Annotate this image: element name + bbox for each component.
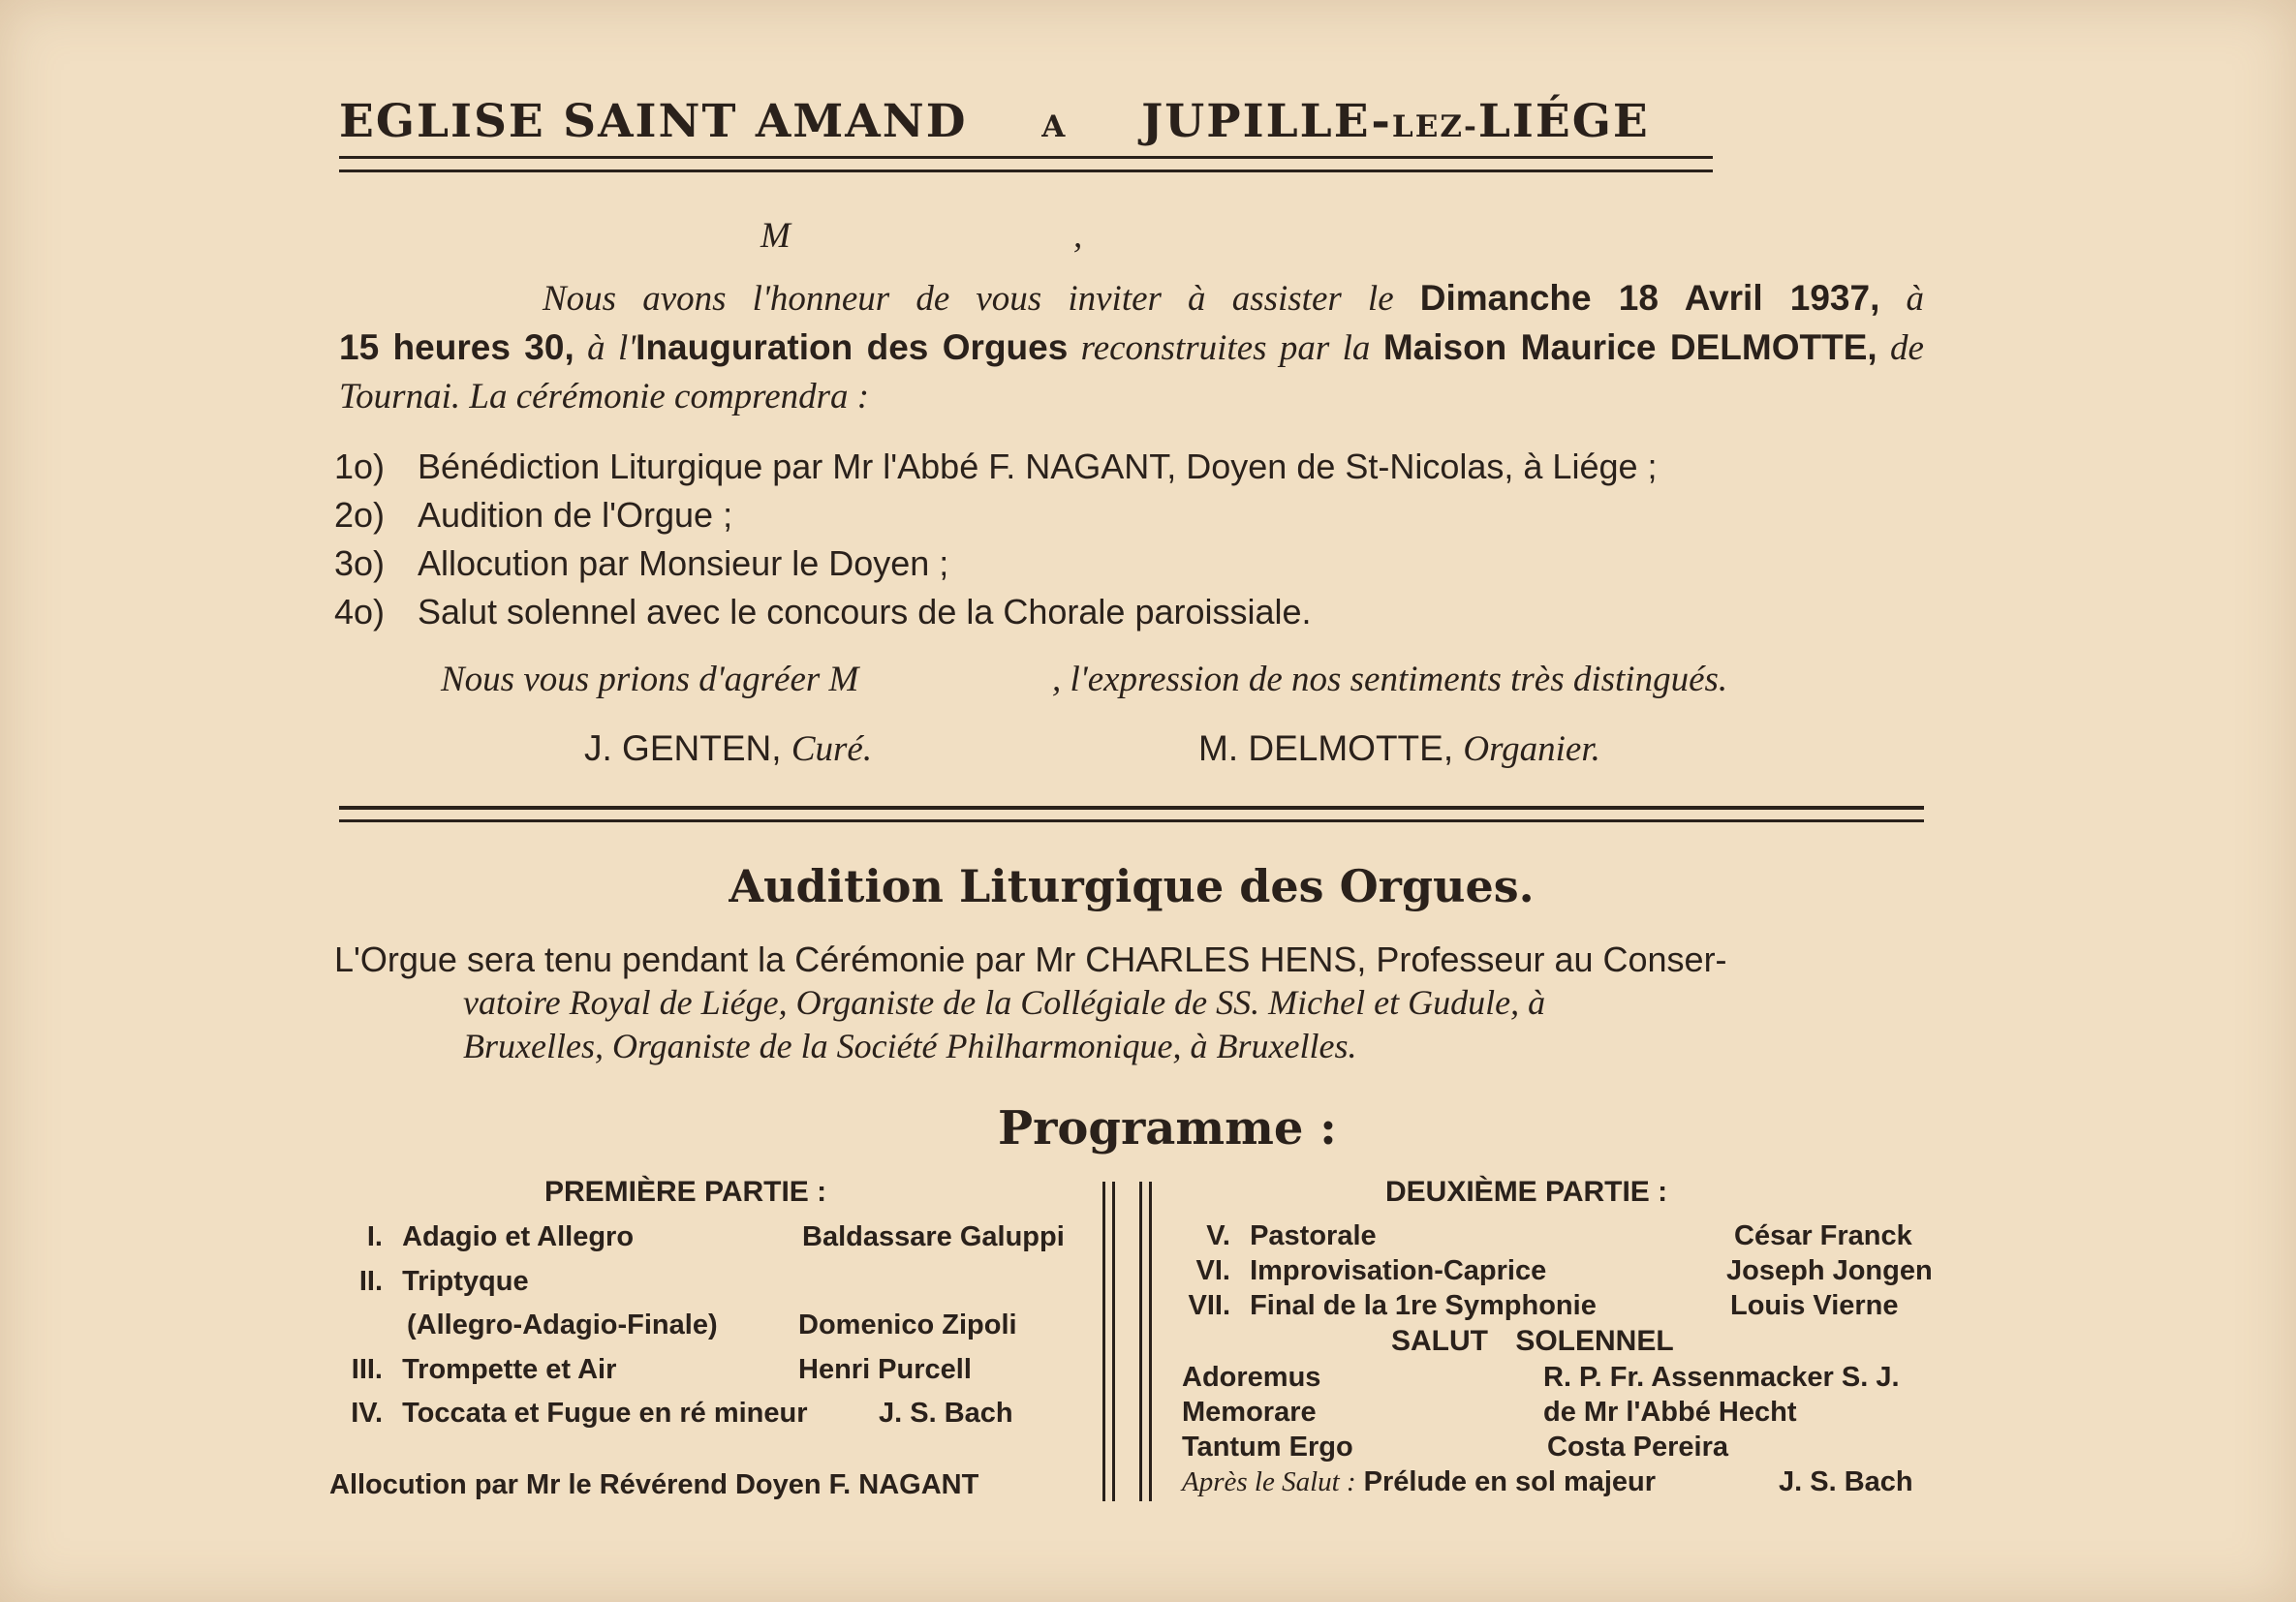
part1-composer: J. S. Bach xyxy=(879,1398,1013,1429)
signature-organier xyxy=(1198,728,1600,770)
allocution-line: Allocution par Mr le Révérend Doyen F. NAGANT xyxy=(329,1469,979,1500)
invite-inauguration: Inauguration des Orgues xyxy=(636,327,1069,367)
column-divider xyxy=(1139,1182,1142,1501)
audition-line-3: Bruxelles, Organiste de la Société Philharmonique, à Bruxelles. xyxy=(463,1027,1357,1065)
part2-item: VII. Final de la 1re Symphonie xyxy=(1188,1290,1597,1321)
ceremony-item: 2o) Audition de l'Orgue ; xyxy=(334,495,733,535)
invite-text-6: Tournai. La cérémonie comprendra : xyxy=(339,377,870,416)
column-divider xyxy=(1102,1182,1105,1501)
ceremony-item: 3o) Allocution par Monsieur le Doyen ; xyxy=(334,543,949,583)
signature-cure-name: J. GENTEN, xyxy=(584,728,782,768)
apres-label: Après le Salut : xyxy=(1182,1466,1356,1497)
salutation-comma: , xyxy=(1073,216,1083,256)
signature-cure xyxy=(584,728,872,770)
part2-item: V. Pastorale xyxy=(1206,1220,1377,1251)
salut-item: Tantum Ergo xyxy=(1182,1432,1353,1463)
part2-composer: Joseph Jongen xyxy=(1726,1255,1933,1286)
header-part2: A xyxy=(1041,109,1068,144)
audition-paragraph xyxy=(334,938,1924,1068)
apres-line xyxy=(1182,1466,1656,1498)
invite-text-3: à l' xyxy=(574,328,636,368)
part1-item: (Allegro-Adagio-Finale) xyxy=(407,1309,718,1340)
closing-right: , l'expression de nos sentiments très distingués. xyxy=(1052,660,1728,699)
section-double-rule xyxy=(339,806,1924,822)
invite-text-1: Nous avons l'honneur de vous inviter à assister le xyxy=(543,279,1420,319)
part1-heading: PREMIÈRE PARTIE : xyxy=(544,1176,827,1208)
invite-time: 15 heures 30, xyxy=(339,327,574,367)
salut-item: Memorare xyxy=(1182,1397,1317,1428)
salut-composer: Costa Pereira xyxy=(1547,1432,1728,1463)
part2-heading: DEUXIÈME PARTIE : xyxy=(1385,1176,1668,1208)
ceremony-item: 1o) Bénédiction Liturgique par Mr l'Abbé F. NAGANT, Doyen de St-Nicolas, à Liége ; xyxy=(334,447,1658,486)
audition-line-1: L'Orgue sera tenu pendant la Cérémonie par Mr CHARLES HENS, Professeur au Conser- xyxy=(334,940,1727,979)
salutation-m: M xyxy=(760,216,791,256)
salut-composer: R. P. Fr. Assenmacker S. J. xyxy=(1543,1362,1900,1393)
invite-text-5: de xyxy=(1877,328,1924,368)
invite-text-2: à xyxy=(1879,279,1924,319)
signature-cure-title: Curé. xyxy=(791,729,873,769)
part1-item: III. Trompette et Air xyxy=(351,1354,617,1385)
programme-title: Programme : xyxy=(998,1101,1337,1155)
header-part1: EGLISE SAINT AMAND xyxy=(339,95,968,148)
part1-item: IV. Toccata et Fugue en ré mineur xyxy=(351,1398,808,1429)
invite-maison: Maison Maurice DELMOTTE, xyxy=(1382,327,1877,367)
column-divider xyxy=(1112,1182,1115,1501)
header-part3: JUPILLE- xyxy=(1141,95,1392,148)
part2-composer: Louis Vierne xyxy=(1730,1290,1899,1321)
column-divider xyxy=(1149,1182,1152,1501)
part2-item: VI. Improvisation-Caprice xyxy=(1195,1255,1547,1286)
church-header xyxy=(339,95,1715,148)
header-part5: LIÉGE xyxy=(1477,95,1650,148)
salut-heading: SALUT SOLENNEL xyxy=(1391,1325,1674,1357)
ceremony-item: 4o) Salut solennel avec le concours de la Chorale paroissiale. xyxy=(334,592,1312,632)
invitation-paragraph xyxy=(339,274,1924,421)
part1-composer: Domenico Zipoli xyxy=(798,1309,1017,1340)
part1-item: II. Triptyque xyxy=(358,1266,529,1297)
invite-date: Dimanche 18 Avril 1937, xyxy=(1419,278,1880,318)
part1-composer: Baldassare Galuppi xyxy=(802,1221,1065,1252)
signature-organier-title: Organier. xyxy=(1463,729,1600,769)
ceremony-list xyxy=(334,443,1658,636)
audition-title: Audition Liturgique des Orgues. xyxy=(729,860,1535,912)
header-part4: LEZ- xyxy=(1391,109,1478,144)
header-double-rule xyxy=(339,156,1713,172)
part1-composer: Henri Purcell xyxy=(798,1354,972,1385)
invite-text-4: reconstruites par la xyxy=(1068,328,1383,368)
signature-organier-name: M. DELMOTTE, xyxy=(1198,728,1454,768)
apres-composer: J. S. Bach xyxy=(1779,1466,1913,1497)
part1-item: I. Adagio et Allegro xyxy=(366,1221,635,1252)
apres-title: Prélude en sol majeur xyxy=(1363,1466,1657,1497)
audition-line-2: vatoire Royal de Liége, Organiste de la Collégiale de SS. Michel et Gudule, à xyxy=(463,983,1546,1022)
salut-composer: de Mr l'Abbé Hecht xyxy=(1543,1397,1797,1428)
salut-item: Adoremus xyxy=(1182,1362,1321,1393)
closing-left: Nous vous prions d'agréer M xyxy=(441,660,859,699)
part2-composer: César Franck xyxy=(1734,1220,1912,1251)
